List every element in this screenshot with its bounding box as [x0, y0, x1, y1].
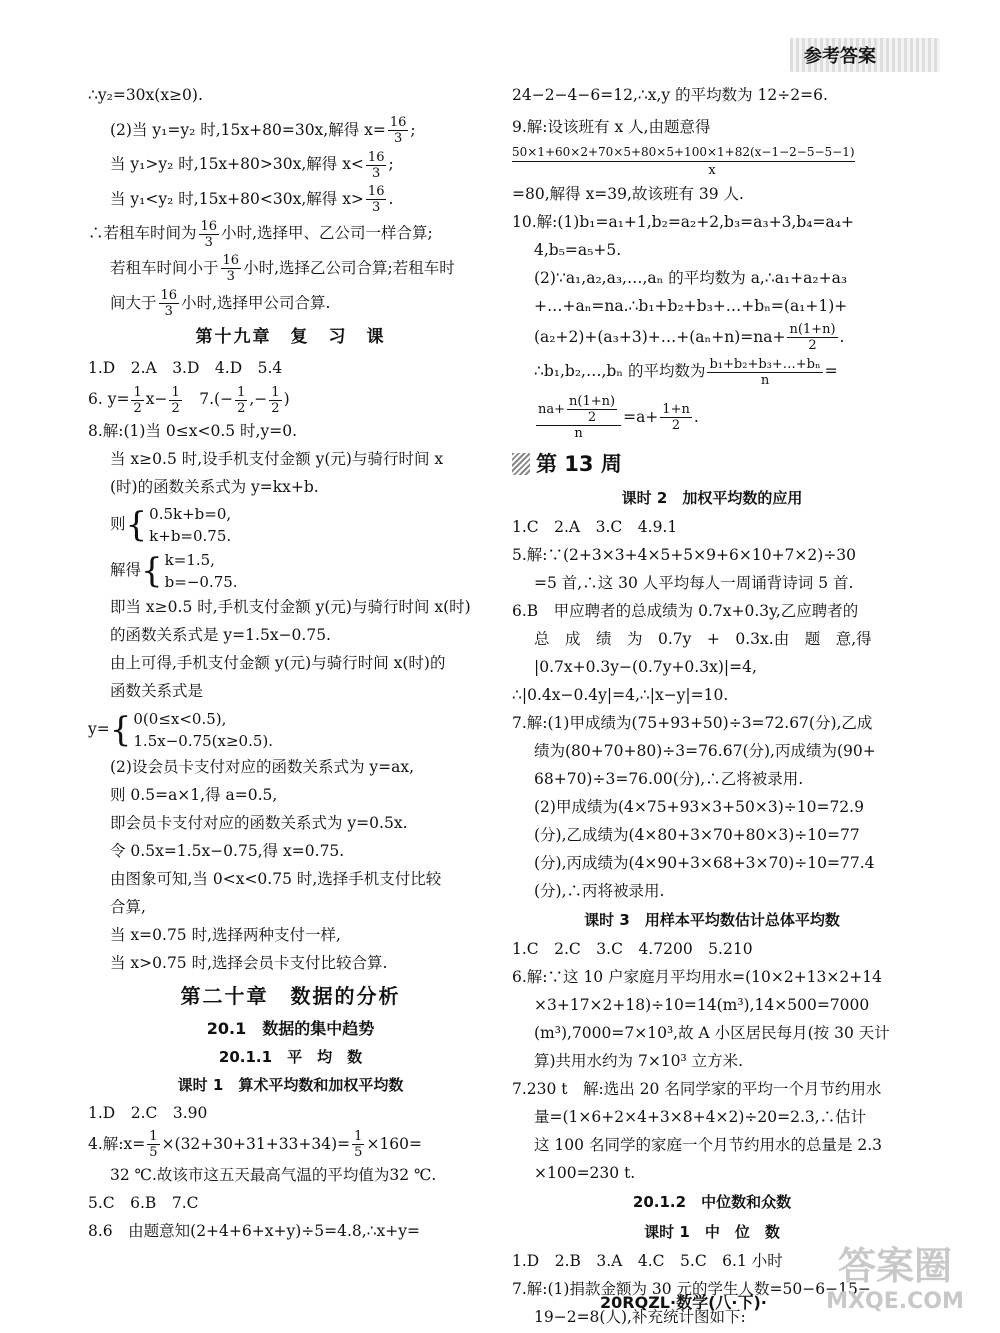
text-line: (时)的函数关系式为 y=kx+b. — [110, 477, 319, 496]
chapter-20-heading: 第二十章 数据的分析 — [180, 983, 401, 1008]
text-line: 当 x>0.75 时,选择会员卡支付比较合算. — [110, 953, 388, 972]
text-line: 1.D 2.B 3.A 4.C 5.C 6.1 小时 — [512, 1251, 783, 1270]
text-line: 函数关系式是 — [110, 681, 204, 700]
chapter-19-heading: 第十九章 复 习 课 — [195, 327, 386, 348]
text-line: 1.C 2.A 3.C 4.9.1 — [512, 517, 678, 536]
text-line: 当 y₁>y₂ 时,15x+80>30x,解得 x< $\frac{16}{3}$ ; — [110, 149, 394, 181]
text-line: ∴若租车时间为 $\frac{16}{3}$ 小时,选择甲、乙公司一样合算; — [88, 218, 433, 250]
text-line: (2)当 y₁=y₂ 时,15x+80=30x,解得 x= $\frac{16}{3}$ ; — [110, 115, 416, 147]
week-marker-icon — [512, 453, 530, 475]
text-line: 5.解:∵(2+3×3+4×5+5×9+6×10+7×2)÷30 — [512, 545, 857, 564]
text-line: |0.7x+0.3y−(0.7y+0.3x)|=4, — [534, 657, 757, 676]
text-line: 由图象可知,当 0<x<0.75 时,选择手机支付比较 — [110, 869, 442, 888]
lesson-heading: 课时 1 算术平均数和加权平均数 — [177, 1075, 404, 1094]
text-line: 68+70)÷3=76.00(分),∴乙将被录用. — [534, 769, 804, 788]
week-13-heading: 第 13 周 — [512, 445, 912, 483]
text-line: 4.解:x= $\frac{1}{5}$ ×(32+30+31+33+34)= $\frac{1}{5}$ ×160= — [88, 1129, 423, 1161]
text-line: 1.D 2.A 3.D 4.D 5.4 — [88, 359, 283, 378]
page-footer: 20RQZL·数学(八·下)· — [600, 1293, 767, 1312]
text-line: 算)共用水约为 7×10³ 立方米. — [534, 1051, 744, 1070]
text-line: (2)甲成绩为(4×75+93×3+50×3)÷10=72.9 — [534, 797, 864, 816]
text-line: 当 x≥0.5 时,设手机支付金额 y(元)与骑行时间 x — [110, 449, 444, 468]
text-line: 则 0.5=a×1,得 a=0.5, — [110, 785, 278, 804]
fraction: $\frac{1}{2}$ — [171, 384, 180, 416]
long-fraction-numerator: 50×1+60×2+70×5+80×5+100×1+82(x−1−2−5−5−1) — [512, 141, 912, 162]
text-line: (分),丙成绩为(4×90+3×68+3×70)÷10=77.4 — [534, 853, 875, 872]
fraction: $\frac{\text{b₁+b₂+b₃+…+bₙ}}{n}$ — [709, 356, 821, 388]
text-line: 总 成 绩 为 0.7y + 0.3x.由 题 意,得 — [534, 629, 872, 648]
text-line: ∴y₂=30x(x≥0). — [88, 86, 203, 104]
text-line: 即当 x≥0.5 时,手机支付金额 y(元)与骑行时间 x(时) — [110, 597, 471, 616]
text-line: 合算, — [110, 897, 146, 916]
text-line: (m³),7000=7×10³,故 A 小区居民每月(按 30 天计 — [534, 1023, 890, 1042]
text-line: 9.解:设该班有 x 人,由题意得 — [512, 117, 711, 136]
equation-system: 解得{ k=1.5, b=−0.75. — [110, 550, 238, 591]
text-line: 的函数关系式是 y=1.5x−0.75. — [110, 625, 331, 644]
text-line: 间大于 $\frac{16}{3}$ 小时,选择甲公司合算. — [110, 288, 331, 320]
fraction: $\frac{1+n}{2}$ — [662, 402, 690, 434]
fraction: $\frac{1}{2}$ — [271, 384, 280, 416]
text-line: =80,解得 x=39,故该班有 39 人. — [512, 184, 744, 203]
text-line: 7.解:(1)捐款金额为 30 元的学生人数=50−6−15− — [512, 1279, 871, 1298]
text-line: na+ $\frac{n(1+n)}{2}$ n =a+ $\frac{1+n}{2}$ . — [538, 394, 699, 442]
text-line: 8.6 由题意知(2+4+6+x+y)÷5=4.8,∴x+y= — [88, 1222, 421, 1241]
fraction: $\frac{16}{3}$ — [160, 288, 178, 320]
text-line: 绩为(80+70+80)÷3=76.67(分),丙成绩为(90+ — [534, 741, 876, 760]
text-line: ∴|0.4x−0.4y|=4,∴|x−y|=10. — [512, 685, 729, 704]
text-line: 当 y₁<y₂ 时,15x+80<30x,解得 x> $\frac{16}{3}$ . — [110, 184, 394, 216]
text-line: 这 100 名同学的家庭一个月节约用水的总量是 2.3 — [534, 1135, 883, 1154]
text-line: 32 ℃.故该市这五天最高气温的平均值为32 ℃. — [110, 1166, 437, 1185]
piecewise-function: y={ 0(0≤x<0.5), 1.5x−0.75(x≥0.5). — [88, 709, 274, 750]
fraction: $\frac{1}{5}$ — [149, 1129, 158, 1161]
text-line: 1.D 2.C 3.90 — [88, 1103, 208, 1122]
text-line: 7.解:(1)甲成绩为(75+93+50)÷3=72.67(分),乙成 — [512, 713, 873, 732]
text-line: 由上可得,手机支付金额 y(元)与骑行时间 x(时)的 — [110, 653, 446, 672]
fraction: $\frac{1}{5}$ — [354, 1129, 363, 1161]
answer-key-tag: 参考答案 — [790, 38, 940, 72]
lesson-heading: 课时 3 用样本平均数估计总体平均数 — [584, 910, 840, 929]
text-line: (2)∵a₁,a₂,a₃,…,aₙ 的平均数为 a,∴a₁+a₂+a₃ — [534, 268, 848, 287]
fraction: $\frac{16}{3}$ — [367, 149, 385, 181]
subsection-heading: 20.1.1 平 均 数 — [218, 1047, 363, 1066]
text-line: ∴b₁,b₂,…,bₙ 的平均数为 $\frac{\text{b₁+b₂+b₃+…+bₙ}}{n}$ = — [534, 356, 838, 388]
lesson-heading: 课时 2 加权平均数的应用 — [621, 488, 803, 507]
site-watermark: 答案圈 MXQE.COM — [826, 1244, 964, 1314]
text-line: 即会员卡支付对应的函数关系式为 y=0.5x. — [110, 813, 408, 832]
equation-system: 则{ 0.5k+b=0, k+b=0.75. — [110, 504, 232, 545]
fraction: $\frac{1}{2}$ — [133, 384, 142, 416]
text-line: 8.解:(1)当 0≤x<0.5 时,y=0. — [88, 421, 298, 440]
text-line: 量=(1×6+2×4+3×8+4×2)÷20=2.3,∴估计 — [534, 1107, 867, 1126]
text-line: (2)设会员卡支付对应的函数关系式为 y=ax, — [110, 757, 415, 776]
text-line: 6. y= $\frac{1}{2}$ x− $\frac{1}{2}$ 7.(− $\frac{1}{2}$ ,− $\frac{1}{2}$ ) — [88, 384, 290, 416]
fraction: $\frac{n(1+n)}{2}$ — [789, 322, 836, 354]
text-line: (分),∴丙将被录用. — [534, 881, 665, 900]
text-line: 24−2−4−6=12,∴x,y 的平均数为 12÷2=6. — [512, 86, 828, 104]
right-column — [512, 78, 912, 1331]
fraction: $\frac{n(1+n)}{2}$ — [569, 394, 616, 426]
lesson-heading: 课时 1 中 位 数 — [644, 1222, 780, 1241]
text-line: 5.C 6.B 7.C — [88, 1194, 199, 1213]
text-line: 6.解:∵这 10 户家庭月平均用水=(10×2+13×2+14 — [512, 967, 882, 986]
text-line: =5 首,∴这 30 人平均每人一周诵背诗词 5 首. — [534, 573, 854, 592]
text-line: 19−2=8(人),补充统计图如下: — [534, 1307, 746, 1326]
text-line: 4,b₅=a₅+5. — [534, 240, 622, 259]
text-line: +…+aₙ=na.∴b₁+b₂+b₃+…+bₙ=(a₁+1)+ — [534, 296, 848, 315]
text-line: 6.B 甲应聘者的总成绩为 0.7x+0.3y,乙应聘者的 — [512, 601, 859, 620]
long-fraction-denominator: x — [708, 162, 716, 178]
left-column — [88, 78, 493, 1245]
text-line: 若租车时间小于 $\frac{16}{3}$ 小时,选择乙公司合算;若租车时 — [110, 253, 455, 285]
text-line: 令 0.5x=1.5x−0.75,得 x=0.75. — [110, 841, 345, 860]
text-line: 当 x=0.75 时,选择两种支付一样, — [110, 925, 341, 944]
text-line: 10.解:(1)b₁=a₁+1,b₂=a₂+2,b₃=a₃+3,b₄=a₄+ — [512, 212, 854, 231]
fraction: $\frac{16}{3}$ — [367, 184, 385, 216]
text-line: (a₂+2)+(a₃+3)+…+(aₙ+n)=na+ $\frac{n(1+n)}{2}$ . — [534, 322, 845, 354]
fraction: na+ $\frac{n(1+n)}{2}$ n — [536, 394, 621, 441]
fraction: $\frac{1}{2}$ — [237, 384, 246, 416]
section-heading: 20.1 数据的集中趋势 — [206, 1018, 375, 1038]
fraction: $\frac{16}{3}$ — [389, 115, 407, 147]
text-line: 1.C 2.C 3.C 4.7200 5.210 — [512, 939, 753, 958]
subsection-heading: 20.1.2 中位数和众数 — [632, 1192, 792, 1211]
text-line: (分),乙成绩为(4×80+3×70+80×3)÷10=77 — [534, 825, 860, 844]
fraction: $\frac{16}{3}$ — [222, 253, 240, 285]
text-line: ×100=230 t. — [534, 1163, 636, 1182]
text-line: 7.230 t 解:选出 20 名同学家的平均一个月节约用水 — [512, 1079, 882, 1098]
fraction: $\frac{16}{3}$ — [200, 218, 218, 250]
text-line: ×3+17×2+18)÷10=14(m³),14×500=7000 — [534, 995, 870, 1014]
